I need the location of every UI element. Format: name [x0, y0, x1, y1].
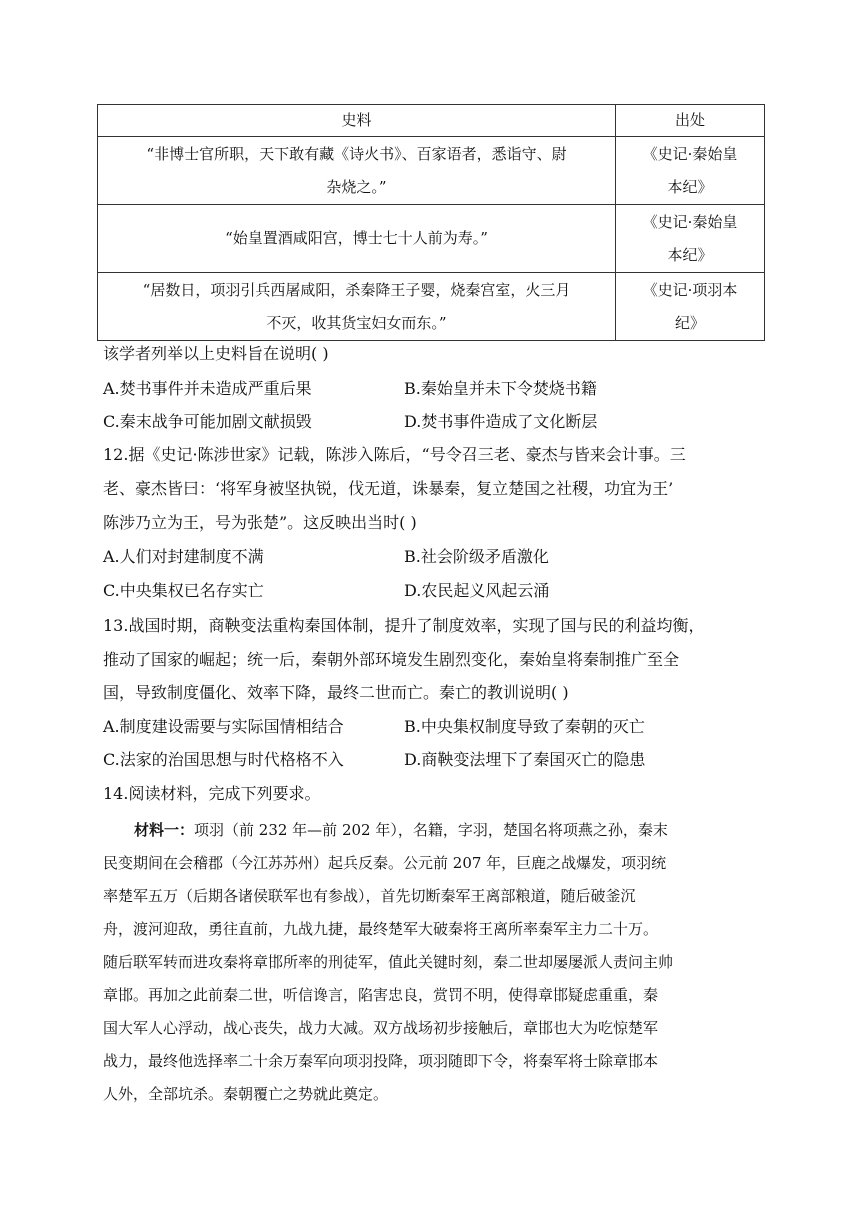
- cell-line: 本纪》: [667, 177, 713, 196]
- q11-stem: 该学者列举以上史料旨在说明( ): [103, 344, 329, 363]
- q12-option-d: D.农民起义风起云涌: [404, 581, 550, 600]
- cell-line: 纪》: [674, 313, 705, 332]
- table-cell-text: [98, 205, 616, 273]
- q14-material-line: 民变期间在会稽郡（今江苏苏州）起兵反秦。公元前 207 年，巨鹿之战爆发，项羽统: [103, 854, 667, 872]
- q13-line: 13.战国时期，商鞅变法重构秦国体制，提升了制度效率，实现了国与民的利益均衡，: [103, 616, 705, 635]
- q14-material-line: 舟，渡河迎敌，勇往直前，九战九捷，最终楚军大破秦将王离所率秦军主力二十万。: [103, 920, 659, 938]
- q14-stem: 14.阅读材料，完成下列要求。: [103, 784, 321, 803]
- q14-material-line: 随后联军转而进攻秦将章邯所率的刑徒军，值此关键时刻，秦二世却屡屡派人责问主帅: [103, 953, 674, 971]
- q14-material-line: [134, 815, 764, 845]
- cell-line: “非博士官所职，天下敢有藏《诗火书》、百家语者，悉诣守、尉: [146, 144, 567, 163]
- q12-option-a: A.人们对封建制度不满: [103, 547, 264, 566]
- material1-label: 材料一：: [134, 821, 195, 839]
- q14-material-line: 章邯。再加之此前秦二世，听信谗言，陷害忠良，赏罚不明，使得章邯疑虑重重，秦: [103, 986, 659, 1004]
- q11-option-d: D.焚书事件造成了文化断层: [404, 412, 598, 431]
- cell-line: 《史记·秦始皇: [642, 144, 738, 163]
- cell-line: 杂烧之。”: [326, 177, 387, 196]
- q14-material-line: 战力，最终他选择率二十余万秦军向项羽投降，项羽随即下令，将秦军将士除章邯本: [103, 1052, 659, 1070]
- table-row: [98, 137, 765, 205]
- q13-line: 推动了国家的崛起；统一后，秦朝外部环境发生剧烈变化，秦始皇将秦制推广至全: [103, 650, 680, 669]
- q13-option-d: D.商鞅变法埋下了秦国灭亡的隐患: [404, 750, 646, 769]
- table-cell-text: [98, 137, 616, 205]
- q12-line: 陈涉乃立为王，号为张楚”。这反映出当时( ): [103, 513, 417, 532]
- material1-text: 项羽（前 232 年—前 202 年），名籍，字羽，楚国名将项燕之孙，秦末: [194, 821, 668, 839]
- cell-line: 本纪》: [667, 245, 713, 264]
- cell-line: “始皇置酒咸阳宫，博士七十人前为寿。”: [225, 229, 488, 247]
- table-cell-source: [616, 205, 765, 273]
- cell-line: 《史记·秦始皇: [642, 212, 738, 231]
- q14-material-line: 人外，全部坑杀。秦朝覆亡之势就此奠定。: [103, 1085, 389, 1103]
- table-header-row: [98, 105, 765, 137]
- table-header-text: 史料: [98, 105, 616, 137]
- table-cell-source: [616, 273, 765, 341]
- q11-option-b: B.秦始皇并未下令焚烧书籍: [404, 379, 597, 398]
- q13-option-b: B.中央集权制度导致了秦朝的灭亡: [404, 717, 645, 736]
- cell-line: “居数日，项羽引兵西屠咸阳，杀秦降王子婴，烧秦宫室，火三月: [142, 280, 571, 299]
- q14-material-line: 国大军人心浮动，战心丧失，战力大减。双方战场初步接触后，章邯也大为吃惊楚军: [103, 1019, 659, 1037]
- q12-option-b: B.社会阶级矛盾激化: [404, 547, 549, 566]
- cell-line: 《史记·项羽本: [642, 280, 738, 299]
- q13-line: 国，导致制度僵化、效率下降，最终二世而亡。秦亡的教训说明( ): [103, 683, 569, 702]
- q12-line: 老、豪杰皆曰：‘将军身被坚执锐，伐无道，诛暴秦，复立楚国之社稷，功宜为王’: [103, 479, 674, 498]
- q12-line: 12.据《史记·陈涉世家》记载，陈涉入陈后，“号令召三老、豪杰与皆来会计事。三: [103, 445, 686, 464]
- q11-option-c: C.秦末战争可能加剧文献损毁: [103, 412, 312, 431]
- table-header-source: 出处: [616, 105, 765, 137]
- table-cell-source: [616, 137, 765, 205]
- q13-option-a: A.制度建设需要与实际国情相结合: [103, 717, 344, 736]
- q13-option-c: C.法家的治国思想与时代格格不入: [103, 750, 344, 769]
- cell-line: 不灭，收其货宝妇女而东。”: [266, 313, 447, 332]
- table-cell-text: [98, 273, 616, 341]
- q14-material-line: 率楚军五万（后期各诸侯联军也有参战），首先切断秦军王离部粮道，随后破釜沉: [103, 887, 636, 905]
- q12-option-c: C.中央集权已名存实亡: [103, 581, 264, 600]
- source-table: [97, 104, 765, 341]
- table-row: [98, 273, 765, 341]
- q11-option-a: A.焚书事件并未造成严重后果: [103, 379, 312, 398]
- table-row: [98, 205, 765, 273]
